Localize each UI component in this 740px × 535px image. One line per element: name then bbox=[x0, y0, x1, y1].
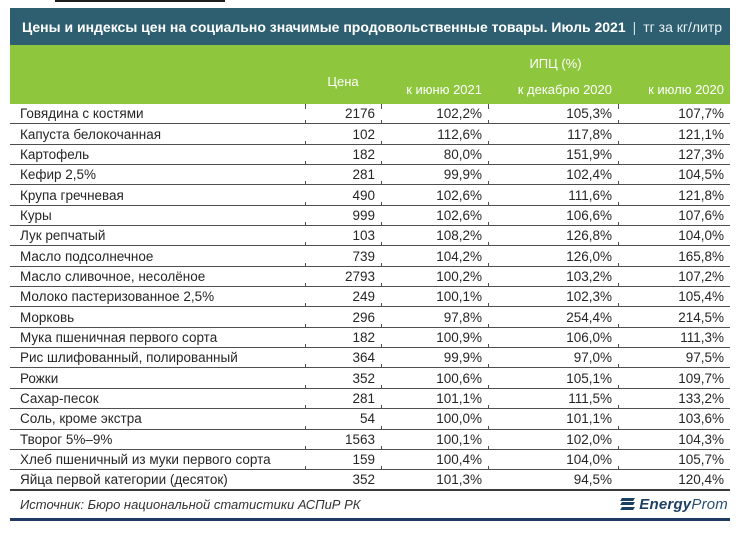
index-to-december-cell: 117,8% bbox=[488, 124, 618, 144]
title-units: тг за кг/литр bbox=[643, 18, 723, 35]
index-to-june-cell: 102,2% bbox=[381, 104, 488, 124]
product-name-cell: Рожки bbox=[10, 368, 305, 388]
index-to-july-cell: 104,0% bbox=[618, 226, 730, 246]
table-row bbox=[10, 104, 730, 124]
table-row bbox=[10, 409, 730, 429]
product-name-cell: Масло подсолнечное bbox=[10, 246, 305, 266]
index-to-june-cell: 104,2% bbox=[381, 246, 488, 266]
table-row bbox=[10, 267, 730, 287]
product-name-cell: Творог 5%–9% bbox=[10, 430, 305, 450]
index-to-june-cell: 102,6% bbox=[381, 185, 488, 205]
table-row bbox=[10, 185, 730, 205]
index-to-june-cell: 101,3% bbox=[381, 470, 488, 490]
price-cell: 352 bbox=[305, 368, 381, 388]
price-cell: 490 bbox=[305, 185, 381, 205]
price-cell: 54 bbox=[305, 409, 381, 429]
index-to-july-cell: 127,3% bbox=[618, 145, 730, 165]
index-to-june-cell: 99,9% bbox=[381, 348, 488, 368]
index-to-july-cell: 121,1% bbox=[618, 124, 730, 144]
price-cell: 2793 bbox=[305, 267, 381, 287]
source-note: Источник: Бюро национальной статистики АСПиР РК bbox=[20, 496, 361, 512]
price-cell: 182 bbox=[305, 328, 381, 348]
index-to-july-cell: 111,3% bbox=[618, 328, 730, 348]
index-to-july-cell: 107,2% bbox=[618, 267, 730, 287]
index-to-july-cell: 104,3% bbox=[618, 430, 730, 450]
product-name-cell: Капуста белокочанная bbox=[10, 124, 305, 144]
index-to-december-cell: 126,8% bbox=[488, 226, 618, 246]
table-row bbox=[10, 389, 730, 409]
page-title: Цены и индексы цен на социально значимые продовольственные товары. Июль 2021 bbox=[22, 18, 626, 35]
table-row bbox=[10, 328, 730, 348]
index-to-july-cell: 105,7% bbox=[618, 450, 730, 470]
product-name-cell: Соль, кроме экстра bbox=[10, 409, 305, 429]
index-to-june-cell: 102,6% bbox=[381, 206, 488, 226]
energyprom-logo bbox=[621, 496, 728, 513]
table-row bbox=[10, 307, 730, 327]
header-product-cell bbox=[10, 45, 305, 104]
index-to-july-cell: 107,7% bbox=[618, 104, 730, 124]
index-to-july-cell: 165,8% bbox=[618, 246, 730, 266]
index-to-july-cell: 120,4% bbox=[618, 470, 730, 490]
product-name-cell: Хлеб пшеничный из муки первого сорта bbox=[10, 450, 305, 470]
product-name-cell: Куры bbox=[10, 206, 305, 226]
product-name-cell: Рис шлифованный, полированный bbox=[10, 348, 305, 368]
index-to-december-cell: 102,4% bbox=[488, 165, 618, 185]
product-name-cell: Мука пшеничная первого сорта bbox=[10, 328, 305, 348]
price-cell: 1563 bbox=[305, 430, 381, 450]
logo-text-light: Prom bbox=[691, 495, 728, 513]
title-separator: | bbox=[632, 18, 637, 35]
product-name-cell: Картофель bbox=[10, 145, 305, 165]
table-row bbox=[10, 226, 730, 246]
product-name-cell: Масло сливочное, несолёное bbox=[10, 267, 305, 287]
index-to-june-cell: 100,6% bbox=[381, 368, 488, 388]
table-row bbox=[10, 246, 730, 266]
energyprom-bars-icon bbox=[621, 497, 634, 511]
index-to-june-cell: 100,9% bbox=[381, 328, 488, 348]
price-cell: 249 bbox=[305, 287, 381, 307]
price-cell: 103 bbox=[305, 226, 381, 246]
table-row bbox=[10, 124, 730, 144]
header-to-june-2021: к июню 2021 bbox=[381, 73, 488, 104]
logo-text-bold: Energy bbox=[639, 495, 692, 513]
table-header bbox=[10, 45, 730, 104]
bottom-accent-line bbox=[10, 518, 730, 521]
title-bar bbox=[10, 8, 730, 45]
product-name-cell: Крупа гречневая bbox=[10, 185, 305, 205]
price-cell: 159 bbox=[305, 450, 381, 470]
table-row bbox=[10, 145, 730, 165]
table-row bbox=[10, 206, 730, 226]
table-row bbox=[10, 450, 730, 470]
table-row bbox=[10, 287, 730, 307]
price-cell: 999 bbox=[305, 206, 381, 226]
index-to-december-cell: 101,1% bbox=[488, 409, 618, 429]
table-row bbox=[10, 430, 730, 450]
product-name-cell: Говядина с костями bbox=[10, 104, 305, 124]
index-to-december-cell: 106,6% bbox=[488, 206, 618, 226]
product-name-cell: Кефир 2,5% bbox=[10, 165, 305, 185]
index-to-december-cell: 126,0% bbox=[488, 246, 618, 266]
index-to-july-cell: 103,6% bbox=[618, 409, 730, 429]
index-to-december-cell: 254,4% bbox=[488, 307, 618, 327]
product-name-cell: Яйца первой категории (десяток) bbox=[10, 470, 305, 490]
index-to-july-cell: 104,5% bbox=[618, 165, 730, 185]
index-to-december-cell: 151,9% bbox=[488, 145, 618, 165]
index-to-december-cell: 97,0% bbox=[488, 348, 618, 368]
price-cell: 102 bbox=[305, 124, 381, 144]
index-to-december-cell: 102,3% bbox=[488, 287, 618, 307]
product-name-cell: Сахар-песок bbox=[10, 389, 305, 409]
product-name-cell: Лук репчатый bbox=[10, 226, 305, 246]
index-to-december-cell: 111,5% bbox=[488, 389, 618, 409]
index-to-june-cell: 100,0% bbox=[381, 409, 488, 429]
index-to-december-cell: 103,2% bbox=[488, 267, 618, 287]
index-to-december-cell: 111,6% bbox=[488, 185, 618, 205]
index-to-june-cell: 101,1% bbox=[381, 389, 488, 409]
table-row bbox=[10, 470, 730, 490]
top-edge-line bbox=[55, 0, 225, 2]
header-price: Цена bbox=[305, 45, 381, 104]
index-to-july-cell: 214,5% bbox=[618, 307, 730, 327]
index-to-june-cell: 99,9% bbox=[381, 165, 488, 185]
index-to-june-cell: 100,1% bbox=[381, 430, 488, 450]
index-to-june-cell: 100,1% bbox=[381, 287, 488, 307]
header-to-july-2020: к июлю 2020 bbox=[618, 73, 730, 104]
index-to-december-cell: 106,0% bbox=[488, 328, 618, 348]
index-to-june-cell: 80,0% bbox=[381, 145, 488, 165]
index-to-july-cell: 107,6% bbox=[618, 206, 730, 226]
energyprom-logo-text bbox=[639, 496, 728, 513]
table-row bbox=[10, 165, 730, 185]
index-to-july-cell: 97,5% bbox=[618, 348, 730, 368]
index-to-july-cell: 109,7% bbox=[618, 368, 730, 388]
index-to-july-cell: 105,4% bbox=[618, 287, 730, 307]
index-to-july-cell: 121,8% bbox=[618, 185, 730, 205]
index-to-june-cell: 97,8% bbox=[381, 307, 488, 327]
price-cell: 364 bbox=[305, 348, 381, 368]
price-cell: 296 bbox=[305, 307, 381, 327]
product-name-cell: Молоко пастеризованное 2,5% bbox=[10, 287, 305, 307]
price-cell: 281 bbox=[305, 165, 381, 185]
index-to-june-cell: 100,2% bbox=[381, 267, 488, 287]
price-cell: 739 bbox=[305, 246, 381, 266]
table-body bbox=[10, 104, 730, 491]
index-to-december-cell: 102,0% bbox=[488, 430, 618, 450]
index-to-june-cell: 112,6% bbox=[381, 124, 488, 144]
index-to-december-cell: 94,5% bbox=[488, 470, 618, 490]
price-cell: 2176 bbox=[305, 104, 381, 124]
table-row bbox=[10, 368, 730, 388]
index-to-june-cell: 108,2% bbox=[381, 226, 488, 246]
index-to-june-cell: 100,4% bbox=[381, 450, 488, 470]
price-cell: 352 bbox=[305, 470, 381, 490]
footer-row bbox=[10, 491, 730, 518]
header-to-december-2020: к декабрю 2020 bbox=[488, 73, 618, 104]
price-index-table bbox=[10, 45, 730, 491]
price-cell: 182 bbox=[305, 145, 381, 165]
header-ipc-group: ИПЦ (%) bbox=[381, 45, 730, 73]
index-to-december-cell: 105,3% bbox=[488, 104, 618, 124]
index-to-december-cell: 104,0% bbox=[488, 450, 618, 470]
product-name-cell: Морковь bbox=[10, 307, 305, 327]
index-to-december-cell: 105,1% bbox=[488, 368, 618, 388]
table-row bbox=[10, 348, 730, 368]
index-to-july-cell: 133,2% bbox=[618, 389, 730, 409]
price-cell: 281 bbox=[305, 389, 381, 409]
